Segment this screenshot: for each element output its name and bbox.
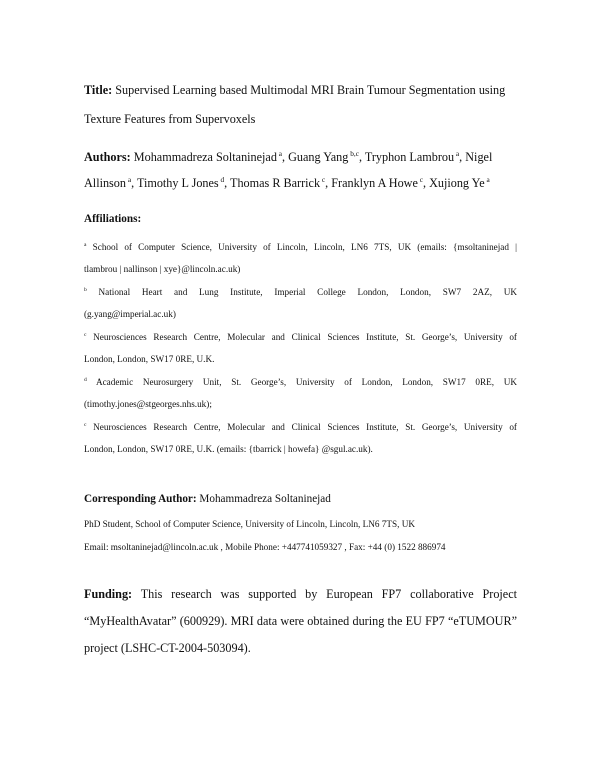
corresponding-text: Email: msoltaninejad@lincoln.ac.uk , Mobile Phone: +447741059327 , Fax: +44 (0) 1522 886974	[84, 542, 446, 552]
author-sup: d	[218, 174, 225, 184]
author-sup: c	[320, 174, 326, 184]
affiliation-text: tlambrou | nallinson | xye}@lincoln.ac.uk)	[84, 264, 241, 274]
title-label: Title:	[84, 83, 113, 97]
affiliation-c2-line-1	[84, 422, 517, 432]
authors-label: Authors:	[84, 150, 131, 164]
title-text-1: Supervised Learning based Multimodal MRI Brain Tumour Segmentation using	[115, 83, 506, 97]
author-name: Mohammadreza Soltaninejad	[133, 150, 277, 164]
author-separator: ,	[282, 150, 286, 164]
affiliation-text: London, London, SW17 0RE, U.K. (emails: {tbarrick | howefa} @sgul.ac.uk).	[84, 444, 373, 454]
author-name: Tryphon Lambrou	[364, 150, 455, 164]
title-line-2	[84, 112, 255, 127]
author-name: Allinson	[84, 176, 126, 190]
funding-text: project (LSHC-CT-2004-503094).	[84, 641, 251, 655]
author-sup: a	[454, 148, 460, 158]
affiliation-sup: c	[84, 331, 87, 338]
authors-list-1	[134, 150, 493, 164]
affiliation-sup: b	[84, 286, 87, 293]
funding-text: “MyHealthAvatar” (600929). MRI data were obtained during the EU FP7 “eTUMOUR”	[84, 614, 517, 628]
corresponding-line-2	[84, 542, 446, 552]
author-separator: ,	[131, 176, 135, 190]
affiliation-text: National Heart and Lung Institute, Imperial College London, London, SW7 2AZ, UK	[98, 287, 518, 297]
author-separator: ,	[224, 176, 228, 190]
funding-line-2	[84, 614, 517, 629]
funding-label: Funding:	[84, 587, 133, 601]
author-separator: ,	[422, 176, 427, 190]
author-sup: c	[417, 174, 423, 184]
author-separator: ,	[459, 150, 463, 164]
affiliation-text: (g.yang@imperial.ac.uk)	[84, 309, 176, 319]
affiliation-sup: c	[84, 421, 87, 428]
title-text-2: Texture Features from Supervoxels	[84, 112, 256, 126]
affiliation-text: Neurosciences Research Centre, Molecular and Clinical Sciences Institute, St. George’s, University of	[93, 332, 517, 342]
affiliation-sup: d	[84, 376, 87, 383]
author-name: Thomas R Barrick	[230, 176, 321, 190]
affiliation-d-line-1	[84, 377, 517, 387]
corresponding-line-1	[84, 519, 415, 529]
authors-line-1	[84, 150, 492, 165]
affiliation-text: (timothy.jones@stgeorges.nhs.uk);	[84, 399, 212, 409]
corresponding-label: Corresponding Author:	[84, 493, 197, 505]
author-name: Nigel	[465, 150, 493, 164]
corresponding-text: PhD Student, School of Computer Science, University of Lincoln, Lincoln, LN6 7TS, UK	[84, 519, 415, 529]
affiliation-d-line-2	[84, 399, 212, 409]
affiliation-text: Neurosciences Research Centre, Molecular and Clinical Sciences Institute, St. George’s, University of	[93, 422, 517, 432]
affiliation-a-line-1	[84, 242, 517, 252]
funding-line-3	[84, 641, 251, 656]
author-sup: a	[125, 174, 132, 184]
authors-list-2	[84, 176, 490, 190]
affiliation-c2-line-2	[84, 444, 373, 454]
author-sup: a	[276, 148, 283, 158]
affiliation-text: Academic Neurosurgery Unit, St. George’s, University of London, London, SW17 0RE, UK	[95, 377, 517, 387]
author-sup: a	[484, 174, 490, 184]
author-name: Guang Yang	[288, 150, 349, 164]
author-separator: ,	[358, 150, 362, 164]
funding-text: This research was supported by European FP7 collaborative Project	[140, 587, 517, 601]
affiliation-c-line-1	[84, 332, 517, 342]
affiliation-c-line-2	[84, 354, 214, 364]
affiliations-heading	[84, 213, 141, 225]
affiliation-b-line-2	[84, 309, 176, 319]
corresponding-heading	[84, 493, 331, 505]
affiliation-a-line-2	[84, 264, 240, 274]
author-separator: ,	[325, 176, 329, 190]
title-line-1	[84, 83, 505, 98]
affiliation-b-line-1	[84, 287, 517, 297]
funding-line-1	[84, 587, 517, 602]
author-sup: b,c	[348, 148, 359, 158]
authors-line-2	[84, 176, 490, 191]
author-name: Timothy L Jones	[136, 176, 219, 190]
affiliation-text: School of Computer Science, University of Lincoln, Lincoln, LN6 7TS, UK (emails: {msoltaninejad |	[92, 242, 517, 252]
affiliation-text: London, London, SW17 0RE, U.K.	[84, 354, 215, 364]
author-name: Franklyn A Howe	[331, 176, 418, 190]
affiliations-label: Affiliations:	[84, 213, 142, 225]
affiliation-sup: a	[84, 241, 87, 248]
author-name: Xujiong Ye	[429, 176, 485, 190]
corresponding-name: Mohammadreza Soltaninejad	[199, 493, 331, 505]
